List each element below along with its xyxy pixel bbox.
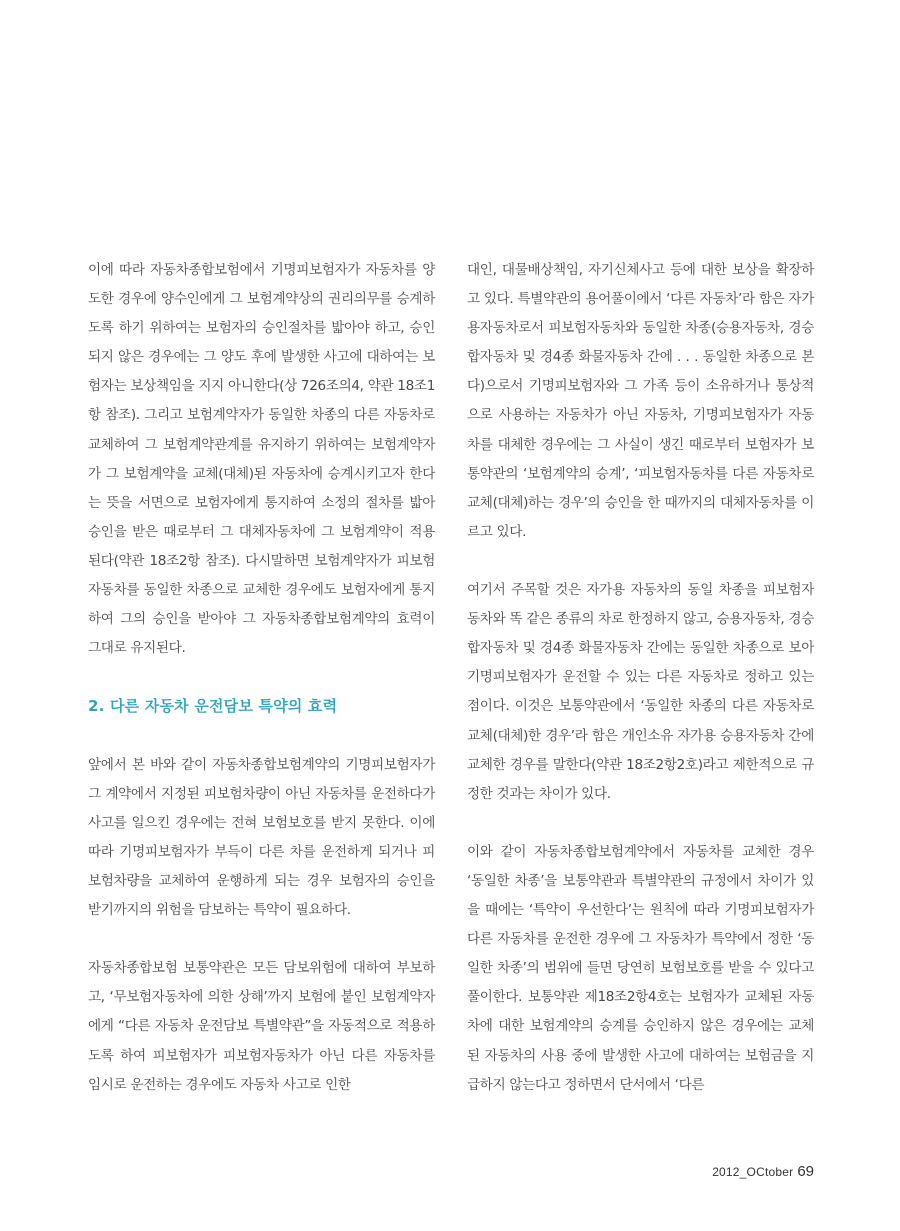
issue-label: 2012_OCtober [712,1165,794,1179]
section-heading: 2. 다른 자동차 운전담보 특약의 효력 [88,697,338,716]
right-column [467,256,814,1100]
page-footer [712,1163,814,1181]
page-number: 69 [797,1163,814,1180]
left-column [88,256,435,1100]
left-paragraph-3: 자동차종합보험 보통약관은 모든 담보위험에 대하여 부보하고, ‘무보험자동차에 의한 상해’까지 보험에 붙인 보험계약자에게 “다른 자동차 운전담보 특별약관”을 자동적으로 적용하도록 하여 피보험자가 피보험자동차가 아닌 다른 자동차를 임시로 운전하는 경우에도 자동차 사고로 인한 [88,960,435,1093]
right-paragraph-1: 대인, 대물배상책임, 자기신체사고 등에 대한 보상을 확장하고 있다. 특별약관의 용어풀이에서 ‘다른 자동차’라 함은 자가용자동차로서 피보험자동차와 동일한 차종(승용자동차, 경승합자동차 및 경4종 화물자동차 간에 . . . 동일한 차종으로 본다)으로서 기명피보험자와 그 가족 등이 소유하거나 통상적으로 사용하는 자동차가 아닌 자동차, 기명피보험자가 자동차를 대체한 경우에는 그 사실이 생긴 때로부터 보험자가 보통약관의 ‘보험계약의 승계’, ‘피보험자동차를 다른 자동차로 교체(대체)하는 경우’의 승인을 한 때까지의 대체자동차를 이르고 있다. [467,262,814,540]
left-paragraph-1: 이에 따라 자동차종합보험에서 기명피보험자가 자동차를 양도한 경우에 양수인에게 그 보험계약상의 권리의무를 승계하도록 하기 위하여는 보험자의 승인절차를 밟아야 하고, 승인되지 않은 경우에는 그 양도 후에 발생한 사고에 대하여는 보험자는 보상책임을 지지 아니한다(상 726조의4, 약관 18조1항 참조). 그리고 보험계약자가 동일한 차종의 다른 자동차로 교체하여 그 보험계약관계를 유지하기 위하여는 보험계약자가 그 보험계약을 교체(대체)된 자동차에 승계시키고자 한다는 뜻을 서면으로 보험자에게 통지하여 소정의 절차를 밟아승인을 받은 때로부터 그 대체자동차에 그 보험계약이 적용된다(약관 18조2항 참조). 다시말하면 보험계약자가 피보험자동차를 동일한 차종으로 교체한 경우에도 보험자에게 통지하여 그의 승인을 받아야 그 자동차종합보험계약의 효력이 그대로 유지된다. [88,262,435,657]
right-paragraph-3: 이와 같이 자동차종합보험계약에서 자동차를 교체한 경우 ‘동일한 차종’을 보통약관과 특별약관의 규정에서 차이가 있을 때에는 ‘특약이 우선한다’는 원칙에 따라 기명피보험자가 다른 자동차를 운전한 경우에 그 자동차가 특약에서 정한 ‘동일한 차종’의 범위에 들면 당연히 보험보호를 받을 수 있다고 풀이한다. 보통약관 제18조2항4호는 보험자가 교체된 자동차에 대한 보험계약의 승계를 승인하지 않은 경우에는 교체된 자동차의 사용 중에 발생한 사고에 대하여는 보험금을 지급하지 않는다고 정하면서 단서에서 ‘다른 [467,843,814,1093]
right-paragraph-2: 여기서 주목할 것은 자가용 자동차의 동일 차종을 피보험자동차와 똑 같은 종류의 차로 한정하지 않고, 승용자동차, 경승합자동차 및 경4종 화물자동차 간에는 동일한 차종으로 보아 기명피보험자가 운전할 수 있는 다른 자동차로 정하고 있는 점이다. 이것은 보통약관에서 ‘동일한 차종의 다른 자동차로 교체(대체)한 경우’라 함은 개인소유 자가용 승용자동차 간에 교체한 경우를 말한다(약관 18조2항2호)라고 제한적으로 규정한 것과는 차이가 있다. [467,582,814,802]
left-paragraph-2: 앞에서 본 바와 같이 자동차종합보험계약의 기명피보험자가 그 계약에서 지정된 피보험차량이 아닌 자동차를 운전하다가 사고를 일으킨 경우에는 전혀 보험보호를 받지 못한다. 이에 따라 기명피보험자가 부득이 다른 차를 운전하게 되거나 피보험차량을 교체하여 운행하게 되는 경우 보험자의 승인을 받기까지의 위험을 담보하는 특약이 필요하다. [88,756,435,919]
